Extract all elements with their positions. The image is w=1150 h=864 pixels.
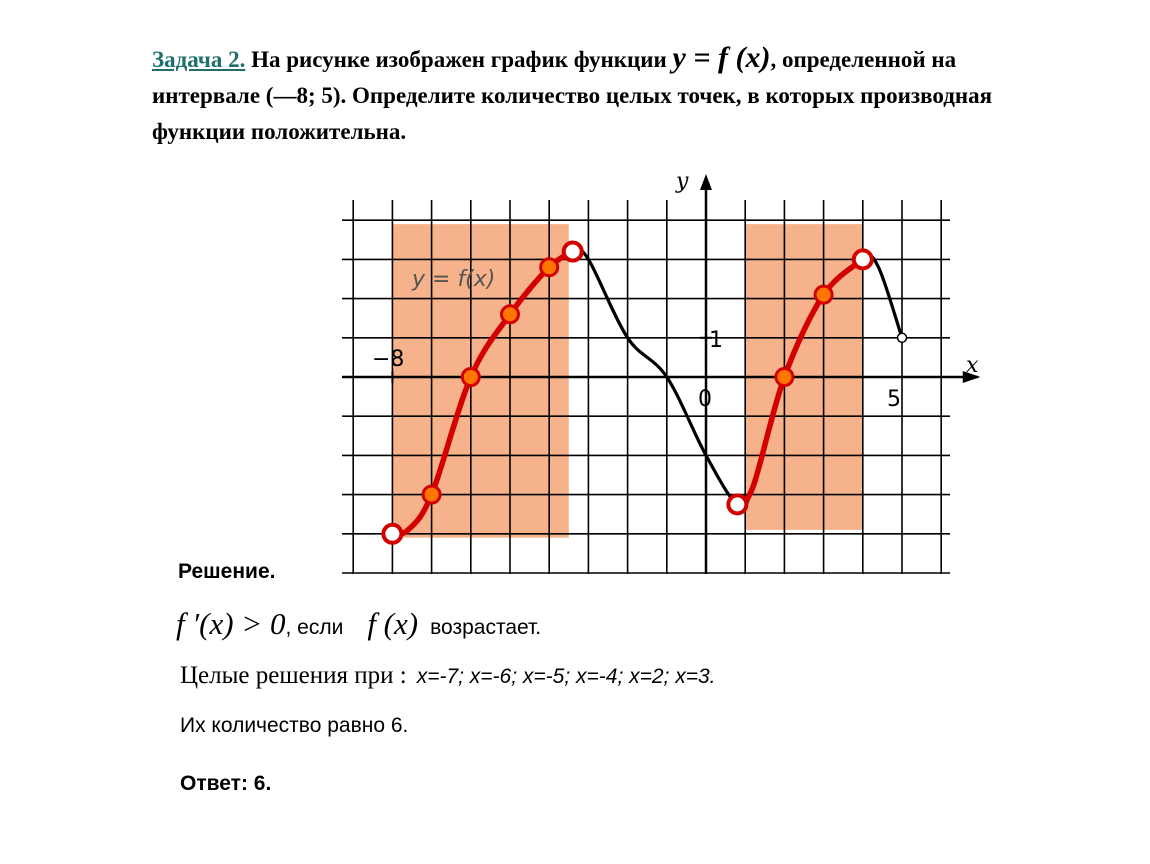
condition-word: , если <box>285 616 344 639</box>
condition-line <box>176 606 541 642</box>
marked-point <box>815 286 832 303</box>
function-expression: y = f (x) <box>672 41 771 74</box>
hollow-point <box>383 525 401 543</box>
integers-prefix: Целые решения при : <box>180 662 407 689</box>
integers-values: x=-7; x=-6; x=-5; x=-4; x=2; x=3. <box>416 665 716 688</box>
marked-point <box>462 369 479 386</box>
hollow-point <box>854 250 872 268</box>
marked-point <box>541 259 558 276</box>
open-endpoint <box>898 333 907 342</box>
condition-func: f (x) <box>367 606 419 641</box>
hollow-point <box>564 243 582 261</box>
marked-point <box>502 306 519 323</box>
task-statement <box>152 40 1052 150</box>
answer-text: Ответ: 6. <box>180 772 272 795</box>
marked-point <box>423 486 440 503</box>
solution-title: Решение. <box>178 560 276 583</box>
curve-label: y = f(x) <box>412 267 496 292</box>
task-text-part2: , определенной на интервале (—8; 5). Определите количество целых точек, в которых производная функции положительна. <box>152 47 993 144</box>
hollow-point <box>728 495 746 513</box>
function-graph <box>336 160 979 580</box>
y-axis-arrow <box>700 174 712 190</box>
origin-label: 0 <box>698 387 712 412</box>
tick-label-y-unit: 1 <box>709 328 723 353</box>
task-text-part1: На рисунке изображен график функции <box>251 47 667 72</box>
count-text: Их количество равно 6. <box>180 714 409 737</box>
marked-point <box>776 369 793 386</box>
tick-label-x-right: 5 <box>887 387 901 412</box>
x-axis-label: x <box>966 353 979 378</box>
task-label: Задача 2. <box>152 47 246 72</box>
tick-label-x-left: −8 <box>372 347 405 372</box>
condition-tail: возрастает. <box>430 616 542 639</box>
integers-line <box>180 662 716 690</box>
y-axis-label: y <box>676 169 689 194</box>
condition-math: f ′(x) > 0 <box>176 606 286 641</box>
